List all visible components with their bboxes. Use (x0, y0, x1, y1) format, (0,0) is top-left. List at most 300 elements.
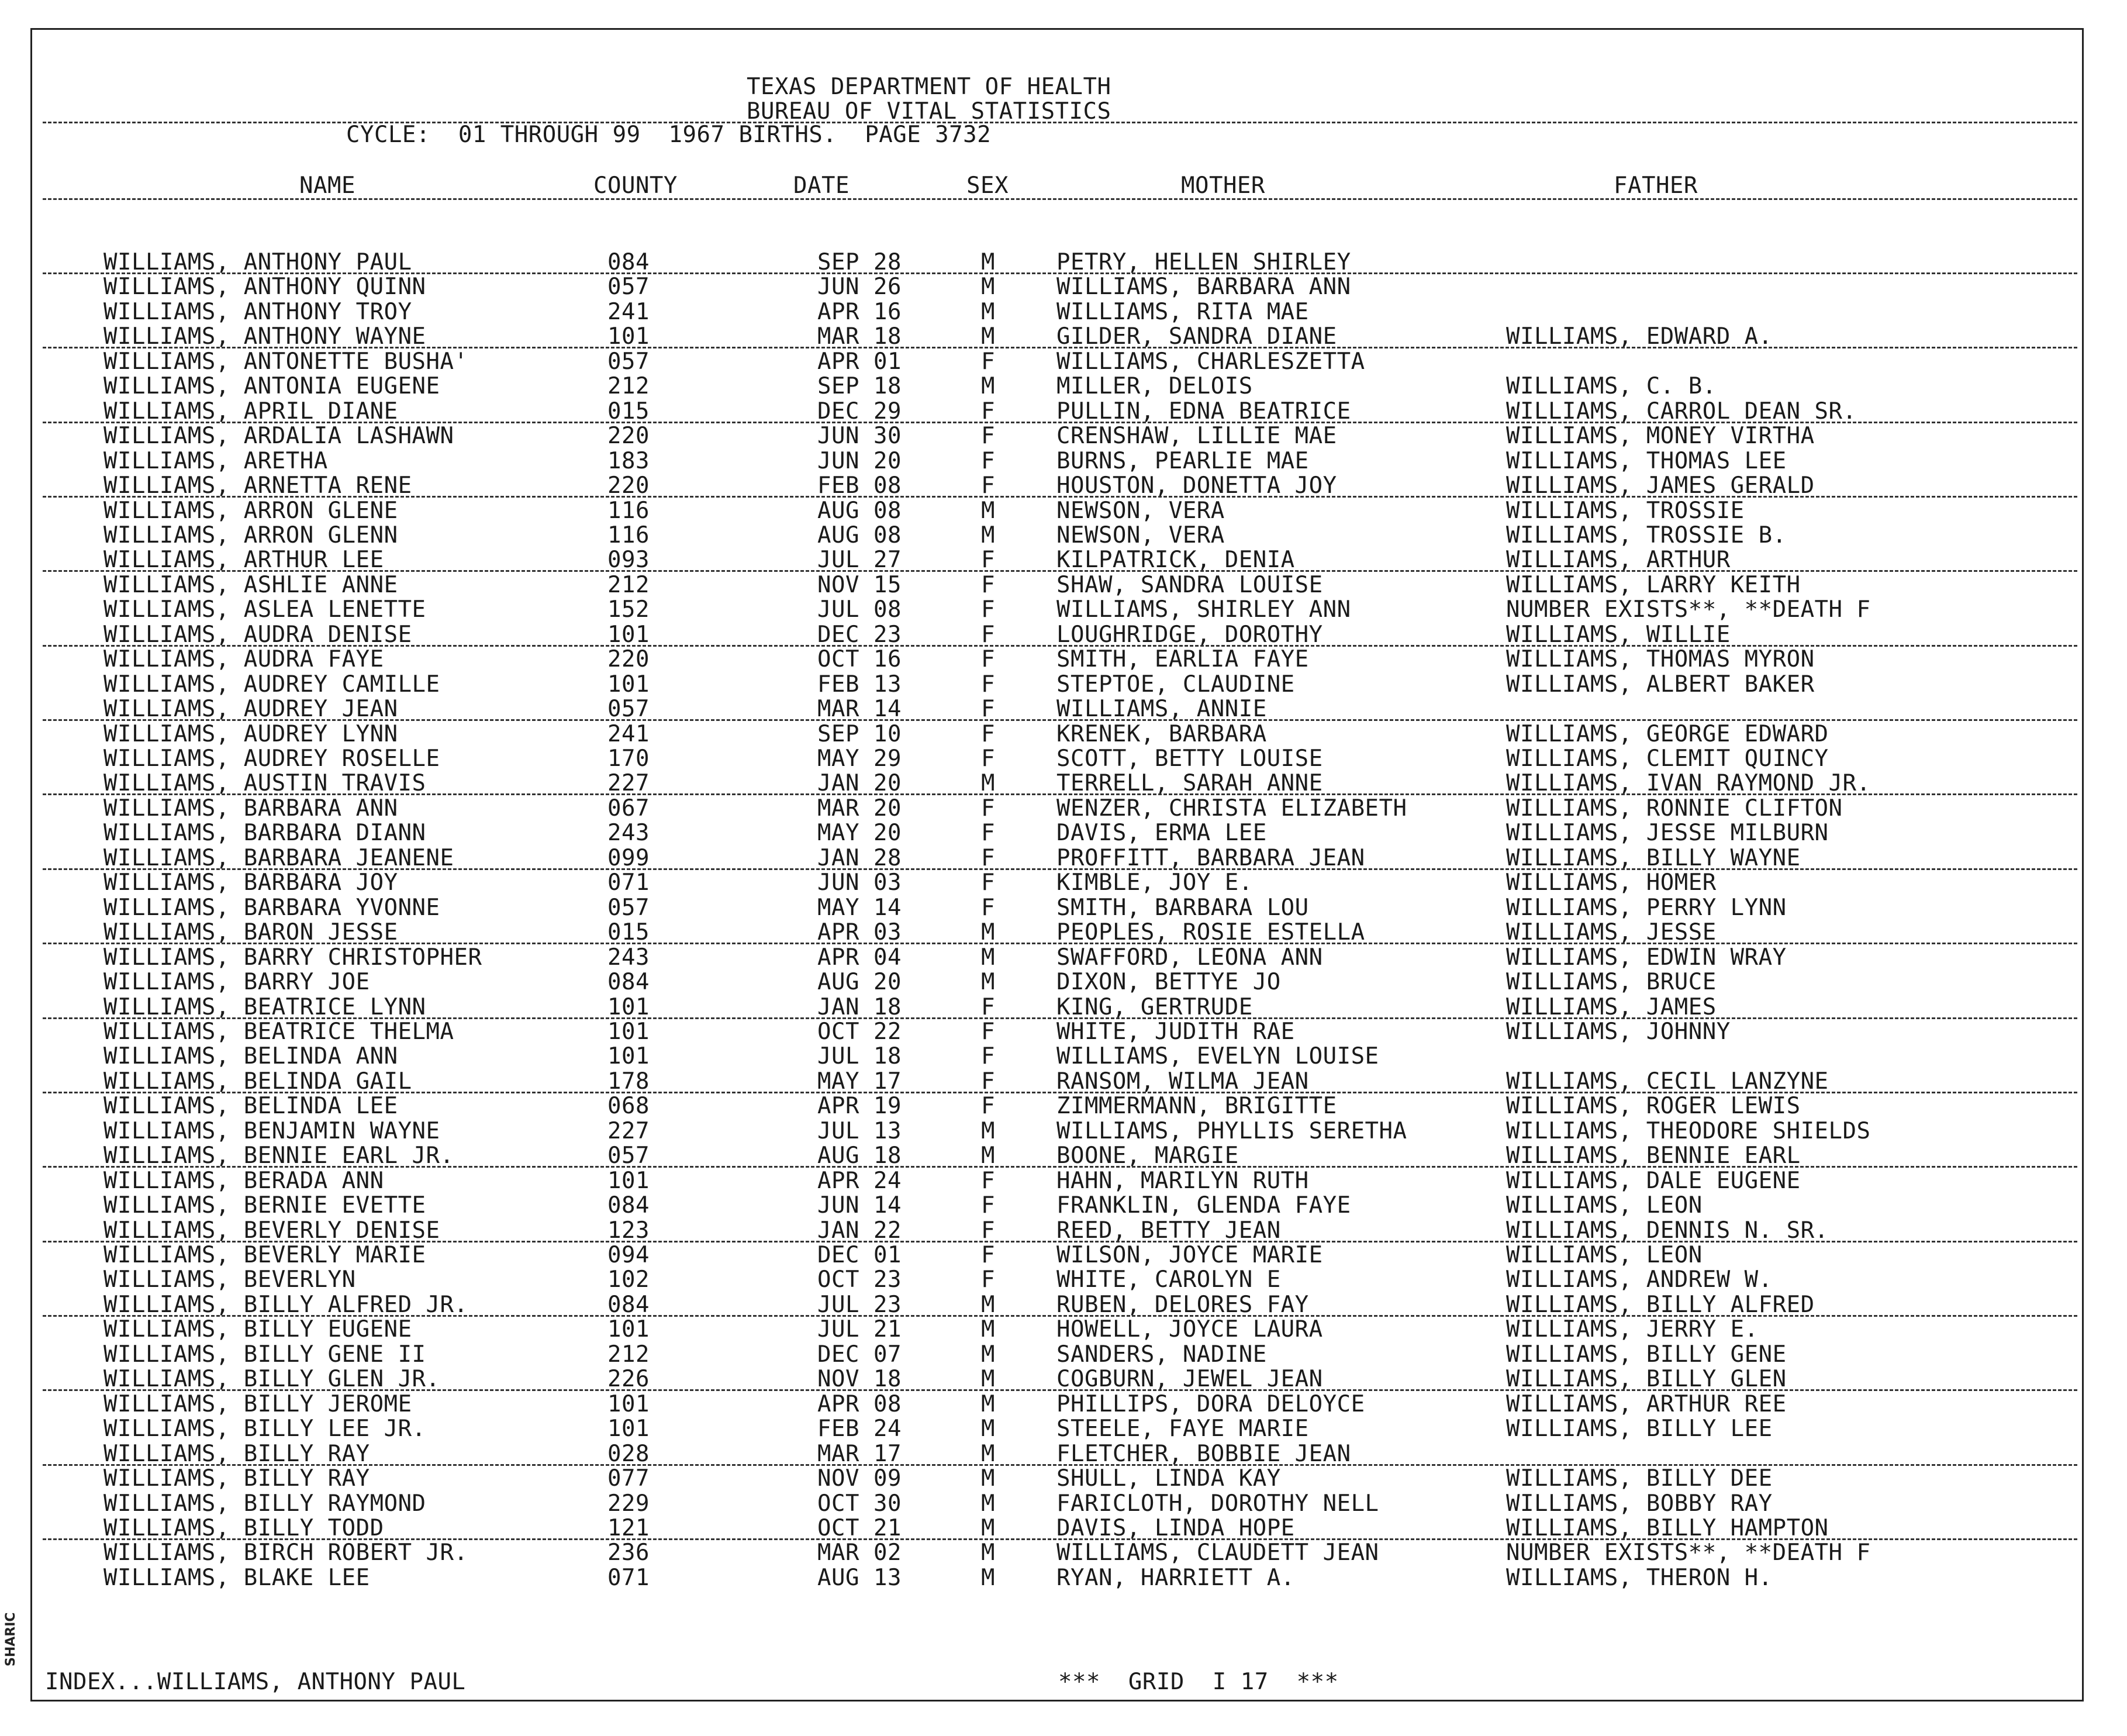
cell-father: WILLIAMS, THERON H. (1506, 1564, 1773, 1591)
cell-date: MAR 18 (817, 323, 902, 350)
cell-county: 084 (607, 969, 650, 996)
cell-father: WILLIAMS, BILLY WAYNE (1506, 844, 1801, 871)
cell-sex: F (981, 1242, 995, 1268)
cell-county: 101 (607, 621, 650, 648)
cell-name: WILLIAMS, AUDREY LYNN (103, 720, 398, 747)
cell-county: 028 (607, 1440, 650, 1467)
cell-date: JAN 22 (817, 1217, 902, 1244)
cell-father: WILLIAMS, BILLY GLEN (1506, 1366, 1787, 1393)
cell-date: JUN 03 (817, 869, 902, 896)
cell-name: WILLIAMS, BEVERLY MARIE (103, 1242, 426, 1268)
cell-date: DEC 23 (817, 621, 902, 648)
cell-father: WILLIAMS, BILLY HAMPTON (1506, 1514, 1829, 1541)
cell-date: SEP 10 (817, 720, 902, 747)
cell-father: WILLIAMS, LEON (1506, 1192, 1703, 1219)
cell-sex: F (981, 671, 995, 698)
cell-date: APR 24 (817, 1167, 902, 1194)
cell-mother: STEELE, FAYE MARIE (1056, 1416, 1309, 1442)
cell-sex: M (981, 522, 995, 548)
cell-date: OCT 22 (817, 1018, 902, 1045)
cell-name: WILLIAMS, BARBARA JEANENE (103, 844, 454, 871)
cell-date: FEB 24 (817, 1416, 902, 1442)
cell-sex: M (981, 1465, 995, 1492)
cell-county: 094 (607, 1242, 650, 1268)
cell-mother: HOUSTON, DONETTA JOY (1056, 472, 1337, 499)
cell-date: AUG 08 (817, 522, 902, 548)
cell-sex: M (981, 249, 995, 275)
cell-name: WILLIAMS, BILLY RAY (103, 1465, 370, 1492)
cell-date: MAY 14 (817, 894, 902, 921)
cell-county: 241 (607, 298, 650, 325)
cell-sex: F (981, 720, 995, 747)
cell-name: WILLIAMS, ANTHONY WAYNE (103, 323, 426, 350)
cell-sex: M (981, 1564, 995, 1591)
cell-sex: M (981, 323, 995, 350)
cell-county: 178 (607, 1068, 650, 1095)
cell-mother: KIMBLE, JOY E. (1056, 869, 1253, 896)
cell-date: JUL 08 (817, 596, 902, 623)
cell-mother: HAHN, MARILYN RUTH (1056, 1167, 1309, 1194)
cell-mother: SCOTT, BETTY LOUISE (1056, 746, 1323, 772)
cell-date: AUG 18 (817, 1143, 902, 1169)
cell-mother: HOWELL, JOYCE LAURA (1056, 1316, 1323, 1343)
cell-county: 068 (607, 1093, 650, 1120)
cell-mother: BURNS, PEARLIE MAE (1056, 447, 1309, 474)
cell-county: 116 (607, 497, 650, 524)
cell-sex: M (981, 919, 995, 946)
cell-sex: F (981, 1266, 995, 1293)
cell-sex: M (981, 1316, 995, 1343)
cell-name: WILLIAMS, BARRY CHRISTOPHER (103, 944, 482, 971)
cell-county: 212 (607, 373, 650, 400)
cell-sex: M (981, 1341, 995, 1368)
cell-county: 101 (607, 671, 650, 698)
cell-name: WILLIAMS, ANTONETTE BUSHA' (103, 348, 468, 375)
cell-date: NOV 18 (817, 1366, 902, 1393)
cell-county: 226 (607, 1366, 650, 1393)
cell-county: 220 (607, 646, 650, 673)
cell-father: WILLIAMS, C. B. (1506, 373, 1717, 400)
header-cycle: CYCLE: 01 THROUGH 99 1967 BIRTHS. PAGE 3732 (346, 122, 992, 148)
cell-mother: ZIMMERMANN, BRIGITTE (1056, 1093, 1337, 1120)
cell-father: WILLIAMS, MONEY VIRTHA (1506, 423, 1815, 450)
cell-father: WILLIAMS, THEODORE SHIELDS (1506, 1117, 1871, 1144)
cell-name: WILLIAMS, BILLY GENE II (103, 1341, 426, 1368)
cell-county: 101 (607, 1316, 650, 1343)
cell-county: 116 (607, 522, 650, 548)
cell-mother: REED, BETTY JEAN (1056, 1217, 1281, 1244)
cell-father: WILLIAMS, ANDREW W. (1506, 1266, 1773, 1293)
cell-sex: F (981, 795, 995, 822)
cell-county: 084 (607, 1192, 650, 1219)
cell-father: WILLIAMS, RONNIE CLIFTON (1506, 795, 1843, 822)
cell-name: WILLIAMS, AUDREY ROSELLE (103, 746, 440, 772)
column-header-rule (43, 198, 2077, 200)
cell-date: MAR 20 (817, 795, 902, 822)
cell-mother: COGBURN, JEWEL JEAN (1056, 1366, 1323, 1393)
cell-county: 236 (607, 1540, 650, 1566)
cell-county: 227 (607, 1117, 650, 1144)
cell-name: WILLIAMS, BEATRICE THELMA (103, 1018, 454, 1045)
cell-mother: WHITE, CAROLYN E (1056, 1266, 1281, 1293)
cell-date: JUL 21 (817, 1316, 902, 1343)
cell-mother: TERRELL, SARAH ANNE (1056, 770, 1323, 797)
cell-father: WILLIAMS, ROGER LEWIS (1506, 1093, 1801, 1120)
cell-father: WILLIAMS, THOMAS MYRON (1506, 646, 1815, 673)
cell-name: WILLIAMS, ASHLIE ANNE (103, 571, 398, 598)
cell-mother: WILLIAMS, CLAUDETT JEAN (1056, 1540, 1379, 1566)
cell-county: 212 (607, 571, 650, 598)
cell-mother: PULLIN, EDNA BEATRICE (1056, 398, 1351, 424)
cell-father: WILLIAMS, BILLY ALFRED (1506, 1291, 1815, 1318)
cell-date: OCT 30 (817, 1490, 902, 1517)
cell-father: WILLIAMS, IVAN RAYMOND JR. (1506, 770, 1871, 797)
cell-mother: CRENSHAW, LILLIE MAE (1056, 423, 1337, 450)
cell-date: APR 16 (817, 298, 902, 325)
cell-date: OCT 16 (817, 646, 902, 673)
cell-name: WILLIAMS, BARON JESSE (103, 919, 398, 946)
cell-date: APR 03 (817, 919, 902, 946)
cell-date: APR 01 (817, 348, 902, 375)
cell-mother: WILLIAMS, PHYLLIS SERETHA (1056, 1117, 1407, 1144)
cell-sex: M (981, 1416, 995, 1442)
cell-date: JUN 14 (817, 1192, 902, 1219)
cell-sex: M (981, 1366, 995, 1393)
cell-date: AUG 13 (817, 1564, 902, 1591)
cell-name: WILLIAMS, ARTHUR LEE (103, 547, 384, 574)
cell-mother: SANDERS, NADINE (1056, 1341, 1267, 1368)
cell-name: WILLIAMS, BELINDA ANN (103, 1043, 398, 1070)
cell-sex: M (981, 1390, 995, 1417)
cell-mother: STEPTOE, CLAUDINE (1056, 671, 1295, 698)
cell-county: 121 (607, 1514, 650, 1541)
cell-date: JUL 27 (817, 547, 902, 574)
col-header-mother: MOTHER (1181, 172, 1265, 199)
cell-county: 057 (607, 1143, 650, 1169)
cell-name: WILLIAMS, ARRON GLENN (103, 522, 398, 548)
cell-mother: PEOPLES, ROSIE ESTELLA (1056, 919, 1365, 946)
cell-county: 101 (607, 1167, 650, 1194)
cell-name: WILLIAMS, AUDREY JEAN (103, 696, 398, 723)
cell-mother: NEWSON, VERA (1056, 522, 1225, 548)
cell-county: 057 (607, 274, 650, 301)
cell-sex: M (981, 1440, 995, 1467)
cell-name: WILLIAMS, ANTHONY PAUL (103, 249, 412, 275)
cell-mother: WHITE, JUDITH RAE (1056, 1018, 1295, 1045)
cell-name: WILLIAMS, BARBARA ANN (103, 795, 398, 822)
cell-county: 101 (607, 1018, 650, 1045)
cell-sex: F (981, 1093, 995, 1120)
cell-father: WILLIAMS, JERRY E. (1506, 1316, 1759, 1343)
cell-county: 015 (607, 398, 650, 424)
cell-county: 241 (607, 720, 650, 747)
cell-sex: F (981, 1167, 995, 1194)
cell-sex: M (981, 1514, 995, 1541)
cell-mother: SMITH, EARLIA FAYE (1056, 646, 1309, 673)
cell-date: DEC 07 (817, 1341, 902, 1368)
cell-sex: M (981, 1540, 995, 1566)
cell-sex: F (981, 993, 995, 1020)
cell-father: WILLIAMS, CLEMIT QUINCY (1506, 746, 1829, 772)
cell-county: 102 (607, 1266, 650, 1293)
cell-mother: LOUGHRIDGE, DOROTHY (1056, 621, 1323, 648)
cell-name: WILLIAMS, BERADA ANN (103, 1167, 384, 1194)
cell-sex: F (981, 844, 995, 871)
cell-sex: M (981, 274, 995, 301)
cell-name: WILLIAMS, ARDALIA LASHAWN (103, 423, 454, 450)
cell-county: 071 (607, 869, 650, 896)
cell-father: WILLIAMS, BENNIE EARL (1506, 1143, 1801, 1169)
cell-mother: WENZER, CHRISTA ELIZABETH (1056, 795, 1407, 822)
cell-county: 220 (607, 472, 650, 499)
cell-father: WILLIAMS, GEORGE EDWARD (1506, 720, 1829, 747)
cell-mother: KILPATRICK, DENIA (1056, 547, 1295, 574)
cell-date: JAN 28 (817, 844, 902, 871)
cell-mother: FARICLOTH, DOROTHY NELL (1056, 1490, 1379, 1517)
cell-county: 084 (607, 249, 650, 275)
cell-date: AUG 20 (817, 969, 902, 996)
cell-sex: M (981, 770, 995, 797)
cell-sex: F (981, 547, 995, 574)
cell-name: WILLIAMS, BILLY RAY (103, 1440, 370, 1467)
cell-name: WILLIAMS, BELINDA GAIL (103, 1068, 412, 1095)
cell-sex: F (981, 596, 995, 623)
cell-mother: KRENEK, BARBARA (1056, 720, 1267, 747)
cell-date: MAR 14 (817, 696, 902, 723)
cell-date: MAY 29 (817, 746, 902, 772)
cell-name: WILLIAMS, BILLY RAYMOND (103, 1490, 426, 1517)
cell-sex: F (981, 746, 995, 772)
cell-sex: M (981, 373, 995, 400)
cell-father: WILLIAMS, BRUCE (1506, 969, 1717, 996)
cell-sex: F (981, 348, 995, 375)
col-header-sex: SEX (966, 172, 1009, 199)
cell-sex: F (981, 1217, 995, 1244)
cell-father: WILLIAMS, JESSE MILBURN (1506, 820, 1829, 847)
cell-father: WILLIAMS, ALBERT BAKER (1506, 671, 1815, 698)
cell-mother: SWAFFORD, LEONA ANN (1056, 944, 1323, 971)
cell-county: 071 (607, 1564, 650, 1591)
cell-name: WILLIAMS, BILLY ALFRED JR. (103, 1291, 468, 1318)
cell-date: FEB 08 (817, 472, 902, 499)
cell-date: NOV 09 (817, 1465, 902, 1492)
cell-sex: F (981, 447, 995, 474)
cell-name: WILLIAMS, BEVERLY DENISE (103, 1217, 440, 1244)
cell-name: WILLIAMS, BILLY LEE JR. (103, 1416, 426, 1442)
cell-county: 077 (607, 1465, 650, 1492)
cell-date: SEP 28 (817, 249, 902, 275)
cell-father: NUMBER EXISTS**, **DEATH F (1506, 596, 1871, 623)
cell-sex: F (981, 894, 995, 921)
cell-sex: M (981, 944, 995, 971)
cell-father: WILLIAMS, BILLY LEE (1506, 1416, 1773, 1442)
cell-name: WILLIAMS, BARBARA YVONNE (103, 894, 440, 921)
cell-sex: M (981, 1117, 995, 1144)
cell-sex: M (981, 1143, 995, 1169)
cell-sex: F (981, 571, 995, 598)
cell-sex: F (981, 696, 995, 723)
cell-sex: F (981, 398, 995, 424)
cell-date: JUL 18 (817, 1043, 902, 1070)
cell-date: FEB 13 (817, 671, 902, 698)
cell-father: WILLIAMS, HOMER (1506, 869, 1717, 896)
cell-name: WILLIAMS, BLAKE LEE (103, 1564, 370, 1591)
cell-sex: M (981, 1291, 995, 1318)
cell-date: MAR 02 (817, 1540, 902, 1566)
cell-mother: WILLIAMS, BARBARA ANN (1056, 274, 1351, 301)
cell-father: WILLIAMS, EDWIN WRAY (1506, 944, 1787, 971)
cell-date: JUN 30 (817, 423, 902, 450)
cell-father: WILLIAMS, ARTHUR (1506, 547, 1731, 574)
cell-father: WILLIAMS, JESSE (1506, 919, 1717, 946)
cell-father: NUMBER EXISTS**, **DEATH F (1506, 1540, 1871, 1566)
cell-date: DEC 29 (817, 398, 902, 424)
col-header-date: DATE (793, 172, 850, 199)
cell-date: JAN 18 (817, 993, 902, 1020)
footer-index: INDEX...WILLIAMS, ANTHONY PAUL (45, 1669, 466, 1695)
col-header-county: COUNTY (593, 172, 678, 199)
cell-county: 101 (607, 1390, 650, 1417)
cell-sex: F (981, 1018, 995, 1045)
cell-name: WILLIAMS, AUDREY CAMILLE (103, 671, 440, 698)
cell-sex: F (981, 820, 995, 847)
cell-mother: KING, GERTRUDE (1056, 993, 1253, 1020)
cell-father: WILLIAMS, JOHNNY (1506, 1018, 1731, 1045)
cell-mother: MILLER, DELOIS (1056, 373, 1253, 400)
cell-name: WILLIAMS, AUSTIN TRAVIS (103, 770, 426, 797)
cell-father: WILLIAMS, PERRY LYNN (1506, 894, 1787, 921)
cell-father: WILLIAMS, TROSSIE (1506, 497, 1745, 524)
cell-county: 101 (607, 993, 650, 1020)
cell-county: 243 (607, 944, 650, 971)
col-header-father: FATHER (1614, 172, 1698, 199)
cell-date: JUN 20 (817, 447, 902, 474)
cell-name: WILLIAMS, AUDRA FAYE (103, 646, 384, 673)
cell-name: WILLIAMS, BILLY JEROME (103, 1390, 412, 1417)
footer-grid: *** GRID I 17 *** (1058, 1669, 1339, 1695)
cell-name: WILLIAMS, AUDRA DENISE (103, 621, 412, 648)
cell-name: WILLIAMS, ANTHONY QUINN (103, 274, 426, 301)
cell-name: WILLIAMS, BENNIE EARL JR. (103, 1143, 454, 1169)
cell-father: WILLIAMS, JAMES GERALD (1506, 472, 1815, 499)
cell-sex: F (981, 1043, 995, 1070)
header-dept: TEXAS DEPARTMENT OF HEALTH (747, 74, 1111, 100)
cell-mother: GILDER, SANDRA DIANE (1056, 323, 1337, 350)
col-header-name: NAME (299, 172, 355, 199)
cell-date: MAY 20 (817, 820, 902, 847)
cell-mother: WILLIAMS, SHIRLEY ANN (1056, 596, 1351, 623)
cell-name: WILLIAMS, BENJAMIN WAYNE (103, 1117, 440, 1144)
cell-county: 015 (607, 919, 650, 946)
cell-name: WILLIAMS, ARETHA (103, 447, 328, 474)
cell-name: WILLIAMS, BARBARA DIANN (103, 820, 426, 847)
cell-date: NOV 15 (817, 571, 902, 598)
cell-county: 170 (607, 746, 650, 772)
cell-father: WILLIAMS, ARTHUR REE (1506, 1390, 1787, 1417)
cell-date: AUG 08 (817, 497, 902, 524)
cell-mother: DAVIS, ERMA LEE (1056, 820, 1267, 847)
cell-county: 101 (607, 1043, 650, 1070)
cell-county: 229 (607, 1490, 650, 1517)
cell-date: JUL 13 (817, 1117, 902, 1144)
cell-father: WILLIAMS, DENNIS N. SR. (1506, 1217, 1829, 1244)
cell-father: WILLIAMS, CARROL DEAN SR. (1506, 398, 1857, 424)
cell-father: WILLIAMS, DALE EUGENE (1506, 1167, 1801, 1194)
cell-father: WILLIAMS, BILLY GENE (1506, 1341, 1787, 1368)
cell-county: 099 (607, 844, 650, 871)
cell-sex: F (981, 646, 995, 673)
cell-county: 212 (607, 1341, 650, 1368)
cell-mother: PHILLIPS, DORA DELOYCE (1056, 1390, 1365, 1417)
cell-date: DEC 01 (817, 1242, 902, 1268)
cell-name: WILLIAMS, BELINDA LEE (103, 1093, 398, 1120)
cell-date: SEP 18 (817, 373, 902, 400)
cell-name: WILLIAMS, BILLY TODD (103, 1514, 384, 1541)
cell-name: WILLIAMS, BILLY EUGENE (103, 1316, 412, 1343)
cell-mother: NEWSON, VERA (1056, 497, 1225, 524)
cell-name: WILLIAMS, BEVERLYN (103, 1266, 356, 1293)
cell-name: WILLIAMS, ARRON GLENE (103, 497, 398, 524)
cell-mother: WILLIAMS, ANNIE (1056, 696, 1267, 723)
cell-name: WILLIAMS, BARRY JOE (103, 969, 370, 996)
cell-father: WILLIAMS, WILLIE (1506, 621, 1731, 648)
cell-date: APR 04 (817, 944, 902, 971)
cell-father: WILLIAMS, JAMES (1506, 993, 1717, 1020)
cell-sex: F (981, 472, 995, 499)
cell-name: WILLIAMS, APRIL DIANE (103, 398, 398, 424)
cell-county: 152 (607, 596, 650, 623)
side-mark: SHARIC (4, 1612, 18, 1666)
cell-date: APR 08 (817, 1390, 902, 1417)
cell-date: JAN 20 (817, 770, 902, 797)
cell-mother: DIXON, BETTYE JO (1056, 969, 1281, 996)
cell-mother: FLETCHER, BOBBIE JEAN (1056, 1440, 1351, 1467)
cell-father: WILLIAMS, LEON (1506, 1242, 1703, 1268)
cell-father: WILLIAMS, CECIL LANZYNE (1506, 1068, 1829, 1095)
cell-name: WILLIAMS, BEATRICE LYNN (103, 993, 426, 1020)
cell-sex: F (981, 423, 995, 450)
cell-sex: M (981, 497, 995, 524)
cell-sex: M (981, 969, 995, 996)
cell-name: WILLIAMS, ARNETTA RENE (103, 472, 412, 499)
cell-father: WILLIAMS, BOBBY RAY (1506, 1490, 1773, 1517)
cell-mother: RANSOM, WILMA JEAN (1056, 1068, 1309, 1095)
cell-sex: F (981, 1068, 995, 1095)
cell-county: 057 (607, 696, 650, 723)
cell-name: WILLIAMS, BILLY GLEN JR. (103, 1366, 440, 1393)
cell-sex: M (981, 1490, 995, 1517)
cell-mother: WILSON, JOYCE MARIE (1056, 1242, 1323, 1268)
cell-name: WILLIAMS, ANTHONY TROY (103, 298, 412, 325)
cell-county: 067 (607, 795, 650, 822)
cell-mother: SHAW, SANDRA LOUISE (1056, 571, 1323, 598)
cell-name: WILLIAMS, ASLEA LENETTE (103, 596, 426, 623)
header-bureau: BUREAU OF VITAL STATISTICS (747, 98, 1111, 125)
cell-date: APR 19 (817, 1093, 902, 1120)
cell-mother: FRANKLIN, GLENDA FAYE (1056, 1192, 1351, 1219)
cell-date: JUL 23 (817, 1291, 902, 1318)
cell-county: 084 (607, 1291, 650, 1318)
cell-name: WILLIAMS, BERNIE EVETTE (103, 1192, 426, 1219)
cell-date: MAY 17 (817, 1068, 902, 1095)
cell-date: OCT 23 (817, 1266, 902, 1293)
cell-county: 057 (607, 894, 650, 921)
cell-county: 183 (607, 447, 650, 474)
cell-mother: BOONE, MARGIE (1056, 1143, 1239, 1169)
cell-mother: DAVIS, LINDA HOPE (1056, 1514, 1295, 1541)
cell-mother: SHULL, LINDA KAY (1056, 1465, 1281, 1492)
cell-county: 101 (607, 1416, 650, 1442)
